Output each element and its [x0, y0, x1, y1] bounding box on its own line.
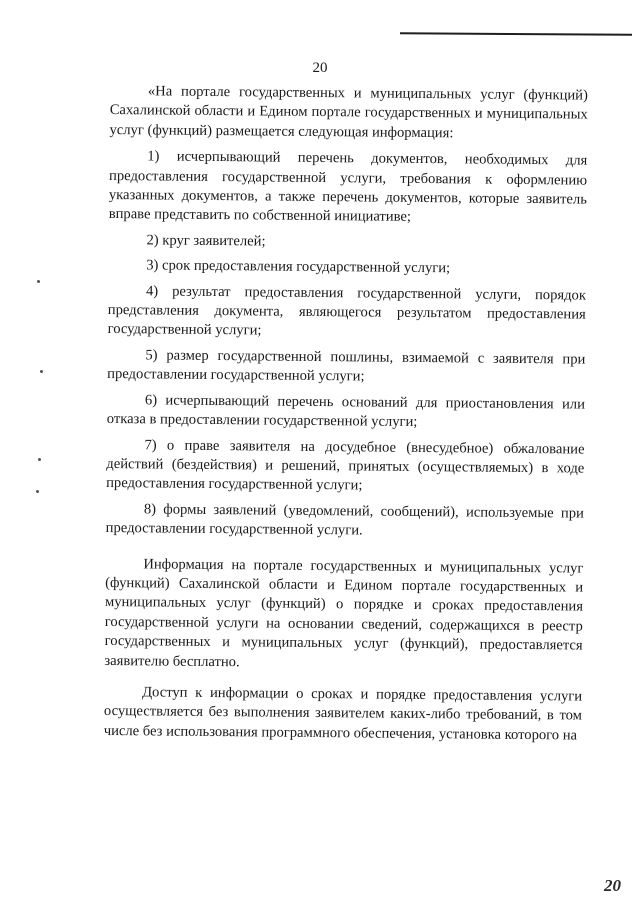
handwritten-page-number: 20	[604, 876, 621, 895]
intro-paragraph: «На портале государственных и муниципальных услуг (функций) Сахалинской области и Едином портале государственных и муниципальных услуг (функций) размещается следующая информация:	[109, 83, 588, 142]
list-item-2: 2) круг заявителей;	[146, 232, 266, 250]
scan-speck	[36, 490, 39, 493]
list-item-7: 7) о праве заявителя на досудебное (внесудебное) обжалование действий (бездействия) и решений, принятых (осуществляемых) в ходе предоставления государственной услуги;	[106, 436, 585, 494]
document-body	[104, 82, 588, 753]
list-item-4: 4) результат предоставления государственной услуги, порядок представления документа, являющегося результатом предоставления государственной услуги;	[107, 283, 587, 339]
list-item-5: 5) размер государственной пошлины, взимаемой с заявителя при предоставлении государственной услуги;	[107, 347, 586, 385]
list-item-1: 1) исчерпывающий перечень документов, необходимых для предоставления государственной услуги, требования к оформлению указанных документов, а также перечень документов, которые заявитель вправе представить по собственной инициативе;	[108, 148, 588, 226]
scan-edge-line	[400, 32, 632, 36]
page-number: 20	[312, 60, 328, 76]
scan-speck	[40, 370, 43, 373]
list-item-3: 3) срок предоставления государственной услуги;	[146, 257, 451, 277]
list-item-8: 8) формы заявлений (уведомлений, сообщений), используемые при предоставлении государственной услуги.	[105, 501, 584, 539]
scan-speck	[37, 280, 40, 283]
info-paragraph: Информация на портале государственных и муниципальных услуг (функций) Сахалинской области и Едином портале государственных и муниципальных услуг (функций) о порядке и сроках предоставления государственной услуги на основании сведений, содержащихся в реестр государственных и муниципальных услуг (функций), предоставляется заявителю бесплатно.	[104, 555, 584, 670]
list-item-6: 6) исчерпывающий перечень оснований для приостановления или отказа в предоставлении государственной услуги;	[106, 392, 586, 431]
access-paragraph: Доступ к информации о сроках и порядке предоставления услуги осуществляется без выполнения заявителем каких-либо требований, в том числе без использования программного обеспечения, установка которого на	[103, 684, 583, 744]
scan-speck	[38, 458, 41, 461]
